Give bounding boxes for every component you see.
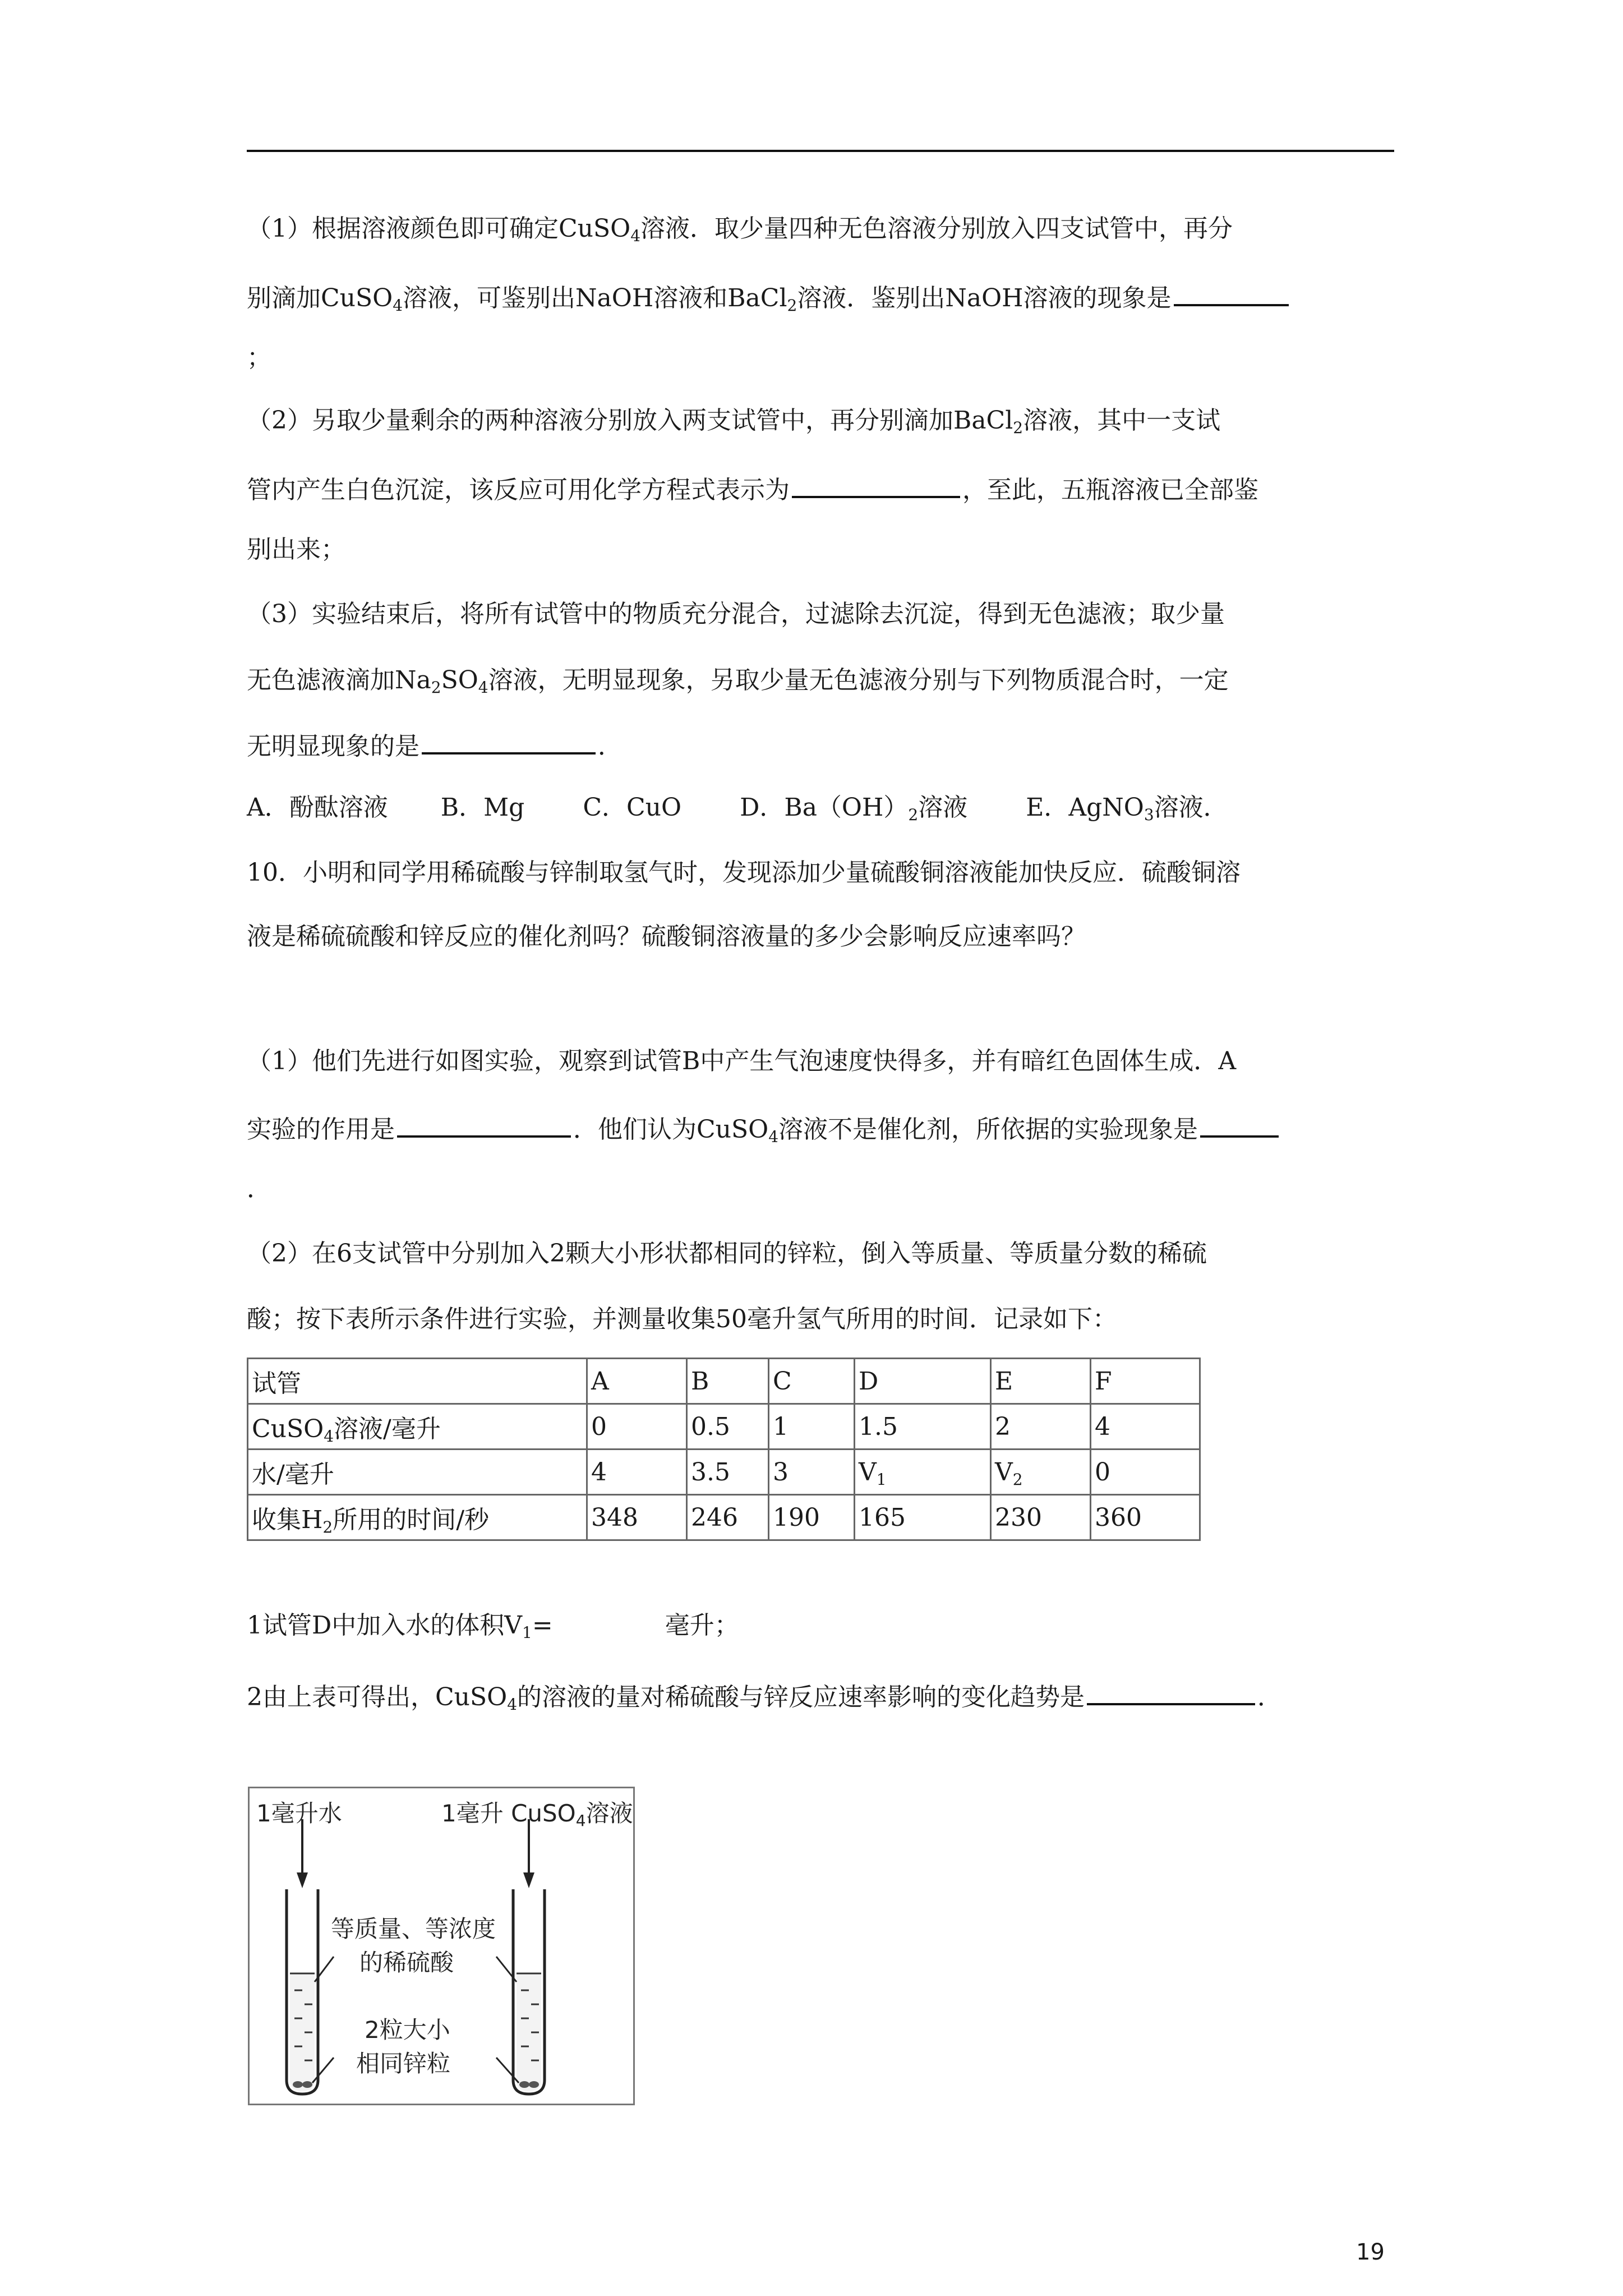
answer-blank[interactable] [792, 470, 960, 498]
results-table [247, 1358, 1201, 1541]
answer-blank[interactable] [1200, 1110, 1279, 1138]
label-water: 1毫升水 [256, 1800, 342, 1827]
table-cell: 水/毫升 [248, 1450, 587, 1495]
table-cell: A [587, 1359, 687, 1404]
table-row [248, 1359, 1200, 1404]
table-cell: 360 [1091, 1495, 1200, 1540]
table-cell: $V_1$ [855, 1450, 991, 1495]
table-cell: 3 [769, 1450, 855, 1495]
q9-p2-line3: 别出来； [247, 535, 345, 564]
table-cell: 3.5 [687, 1450, 769, 1495]
table-cell: CuSO$_4$溶液/毫升 [248, 1404, 587, 1450]
table-cell: 1 [769, 1404, 855, 1450]
table-cell: 1.5 [855, 1404, 991, 1450]
table-cell: F [1091, 1359, 1200, 1404]
answer-blank[interactable] [1174, 278, 1289, 306]
table-cell: 348 [587, 1495, 687, 1540]
table-cell: 165 [855, 1495, 991, 1540]
table-cell: 试管 [248, 1359, 587, 1404]
q9-options [247, 791, 1228, 825]
table-row [248, 1450, 1200, 1495]
q10-p1-line3: ． [247, 1175, 271, 1203]
option-d: D．$Ba(OH)_2$溶液 [740, 793, 968, 824]
q10-stem-line1: 10．小明和同学用稀硫酸与锌制取氢气时，发现添加少量硫酸铜溶液能加快反应．硫酸铜溶 [247, 858, 1241, 887]
answer-blank[interactable] [1087, 1677, 1255, 1705]
q10-sub1: 1试管D中加入水的体积$V_1=$ 毫升； [247, 1611, 739, 1642]
q10-stem-line2: 液是稀硫硫酸和锌反应的催化剂吗？硫酸铜溶液量的多少会影响反应速率吗？ [247, 922, 1086, 951]
table-cell: 0.5 [687, 1404, 769, 1450]
option-c: C．CuO [583, 793, 682, 822]
answer-blank[interactable] [422, 726, 596, 754]
q9-p3-line2: 无色滤液滴加$Na_2SO_4$溶液，无明显现象，另取少量无色滤液分别与下列物质混合时，一定 [247, 666, 1229, 697]
header-rule [247, 150, 1394, 152]
page-number: 19 [1356, 2239, 1385, 2265]
table-cell: 230 [991, 1495, 1091, 1540]
option-e: E．AgNO$_3$溶液． [1026, 793, 1228, 824]
q10-sub2: 2由上表可得出，CuSO$_4$的溶液的量对稀硫酸与锌反应速率影响的变化趋势是 ． [247, 1677, 1282, 1714]
label-zinc-1: 2粒大小 [365, 2016, 450, 2044]
table-cell: 4 [587, 1450, 687, 1495]
label-cuso4: 1毫升 CuSO$_4$溶液 [441, 1800, 633, 1830]
table-row [248, 1495, 1200, 1540]
table-row [248, 1404, 1200, 1450]
table-cell: E [991, 1359, 1091, 1404]
q9-p1-line1: （1）根据溶液颜色即可确定CuSO$_4$溶液．取少量四种无色溶液分别放入四支试管中，再分 [247, 214, 1233, 245]
table-cell: C [769, 1359, 855, 1404]
option-b: B．Mg [440, 793, 525, 822]
table-cell: 190 [769, 1495, 855, 1540]
table-cell: 收集$H_2$所用的时间/秒 [248, 1495, 587, 1540]
table-cell: 246 [687, 1495, 769, 1540]
table-cell: D [855, 1359, 991, 1404]
answer-blank[interactable] [397, 1110, 571, 1138]
table-cell: $V_2$ [991, 1450, 1091, 1495]
q10-p1-line2: 实验的作用是 ．他们认为CuSO$_4$溶液不是催化剂，所依据的实验现象是 [247, 1110, 1281, 1147]
experiment-figure [248, 1787, 635, 2105]
q9-p3-line1: （3）实验结束后，将所有试管中的物质充分混合，过滤除去沉淀，得到无色滤液；取少量 [247, 600, 1225, 628]
q9-p1-line2: 别滴加CuSO$_4$溶液，可鉴别出NaOH溶液和BaCl$_2$溶液．鉴别出NaOH溶液的现象是 [247, 278, 1291, 315]
label-zinc-2: 相同锌粒 [356, 2050, 451, 2077]
table-cell: 0 [1091, 1450, 1200, 1495]
q9-p3-line3: 无明显现象的是 ． [247, 726, 623, 763]
q9-p2-line1: （2）另取少量剩余的两种溶液分别放入两支试管中，再分别滴加BaCl$_2$溶液，其中一支试 [247, 406, 1221, 437]
label-acid-1: 等质量、等浓度 [331, 1915, 496, 1943]
q10-p2-line1: （2）在6支试管中分别加入2颗大小形状都相同的锌粒，倒入等质量、等质量分数的稀硫 [247, 1239, 1207, 1268]
table-cell: B [687, 1359, 769, 1404]
q9-p2-line2: 管内产生白色沉淀，该反应可用化学方程式表示为 ，至此，五瓶溶液已全部鉴 [247, 470, 1258, 507]
q10-p1-line1: （1）他们先进行如图实验，观察到试管B中产生气泡速度快得多，并有暗红色固体生成．A [247, 1047, 1237, 1075]
table-cell: 0 [587, 1404, 687, 1450]
q10-p2-line2: 酸；按下表所示条件进行实验，并测量收集50毫升氢气所用的时间．记录如下： [247, 1305, 1117, 1333]
option-a: A．酚酞溶液 [247, 793, 388, 822]
label-acid-2: 的稀硫酸 [359, 1949, 454, 1976]
table-cell: 4 [1091, 1404, 1200, 1450]
q9-p1-line3: ； [247, 343, 271, 372]
table-cell: 2 [991, 1404, 1091, 1450]
